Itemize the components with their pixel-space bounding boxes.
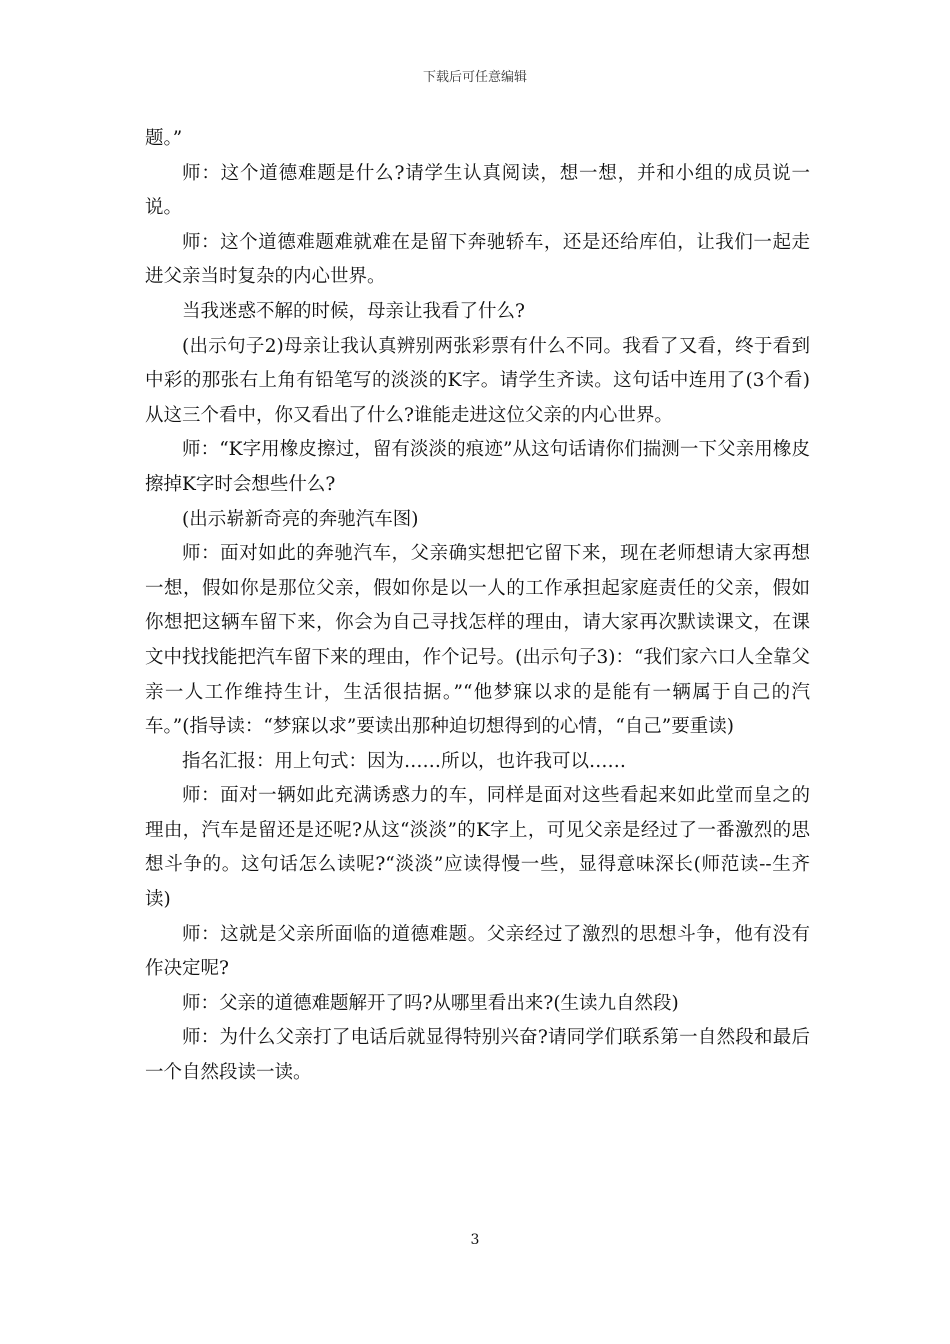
paragraph-9: 指名汇报：用上句式：因为……所以，也许我可以…… — [182, 750, 627, 772]
paragraph-12: 师：父亲的道德难题解开了吗?从哪里看出来?(生读九自然段) — [182, 992, 679, 1014]
document-body — [145, 122, 810, 1091]
paragraph-7: (出示崭新奇亮的奔驰汽车图) — [182, 508, 419, 530]
paragraph-13: 师：为什么父亲打了电话后就显得特别兴奋?请同学们联系第一自然段和最后一个自然段读一读。 — [145, 1027, 810, 1084]
paragraph-1: 题。” — [145, 128, 183, 149]
paragraph-4: 当我迷惑不解的时候，母亲让我看了什么? — [182, 300, 525, 322]
paragraph-8: 师：面对如此的奔驰汽车，父亲确实想把它留下来，现在老师想请大家再想一想，假如你是那位父亲，假如你是以一人的工作承担起家庭责任的父亲，假如你想把这辆车留下来，你会为自己寻找怎样的理由，请大家再次默读课文，在课文中找找能把汽车留下来的理由，作个记号。(出示句子3)：“我们家六口人全靠父亲一人工作维持生计，生活很拮据。”“他梦寐以求的是能有一辆属于自己的汽车。”(指导读：“梦寐以求”要读出那种迫切想得到的心情，“自己”要重读) — [145, 543, 810, 738]
paragraph-5: (出示句子2)母亲让我认真辨别两张彩票有什么不同。我看了又看，终于看到中彩的那张右上角有铅笔写的淡淡的K字。请学生齐读。这句话中连用了(3个看)从这三个看中，你又看出了什么?谁能走进这位父亲的内心世界。 — [145, 335, 810, 426]
paragraph-2: 师：这个道德难题是什么?请学生认真阅读，想一想，并和小组的成员说一说。 — [145, 162, 810, 219]
paragraph-11: 师：这就是父亲所面临的道德难题。父亲经过了激烈的思想斗争，他有没有作决定呢? — [145, 923, 810, 980]
page-header: 下载后可任意编辑 — [422, 70, 527, 85]
paragraph-3: 师：这个道德难题难就难在是留下奔驰轿车，还是还给库伯，让我们一起走进父亲当时复杂的内心世界。 — [145, 231, 810, 288]
page-number: 3 — [470, 1232, 480, 1248]
paragraph-6: 师：“K字用橡皮擦过，留有淡淡的痕迹”从这句话请你们揣测一下父亲用橡皮擦掉K字时会想些什么? — [145, 439, 810, 495]
paragraph-10: 师：面对一辆如此充满诱惑力的车，同样是面对这些看起来如此堂而皇之的理由，汽车是留还是还呢?从这“淡淡”的K字上，可见父亲是经过了一番激烈的思想斗争的。这句话怎么读呢?“淡淡”应读得慢一些，显得意味深长(师范读--生齐读) — [145, 785, 810, 911]
